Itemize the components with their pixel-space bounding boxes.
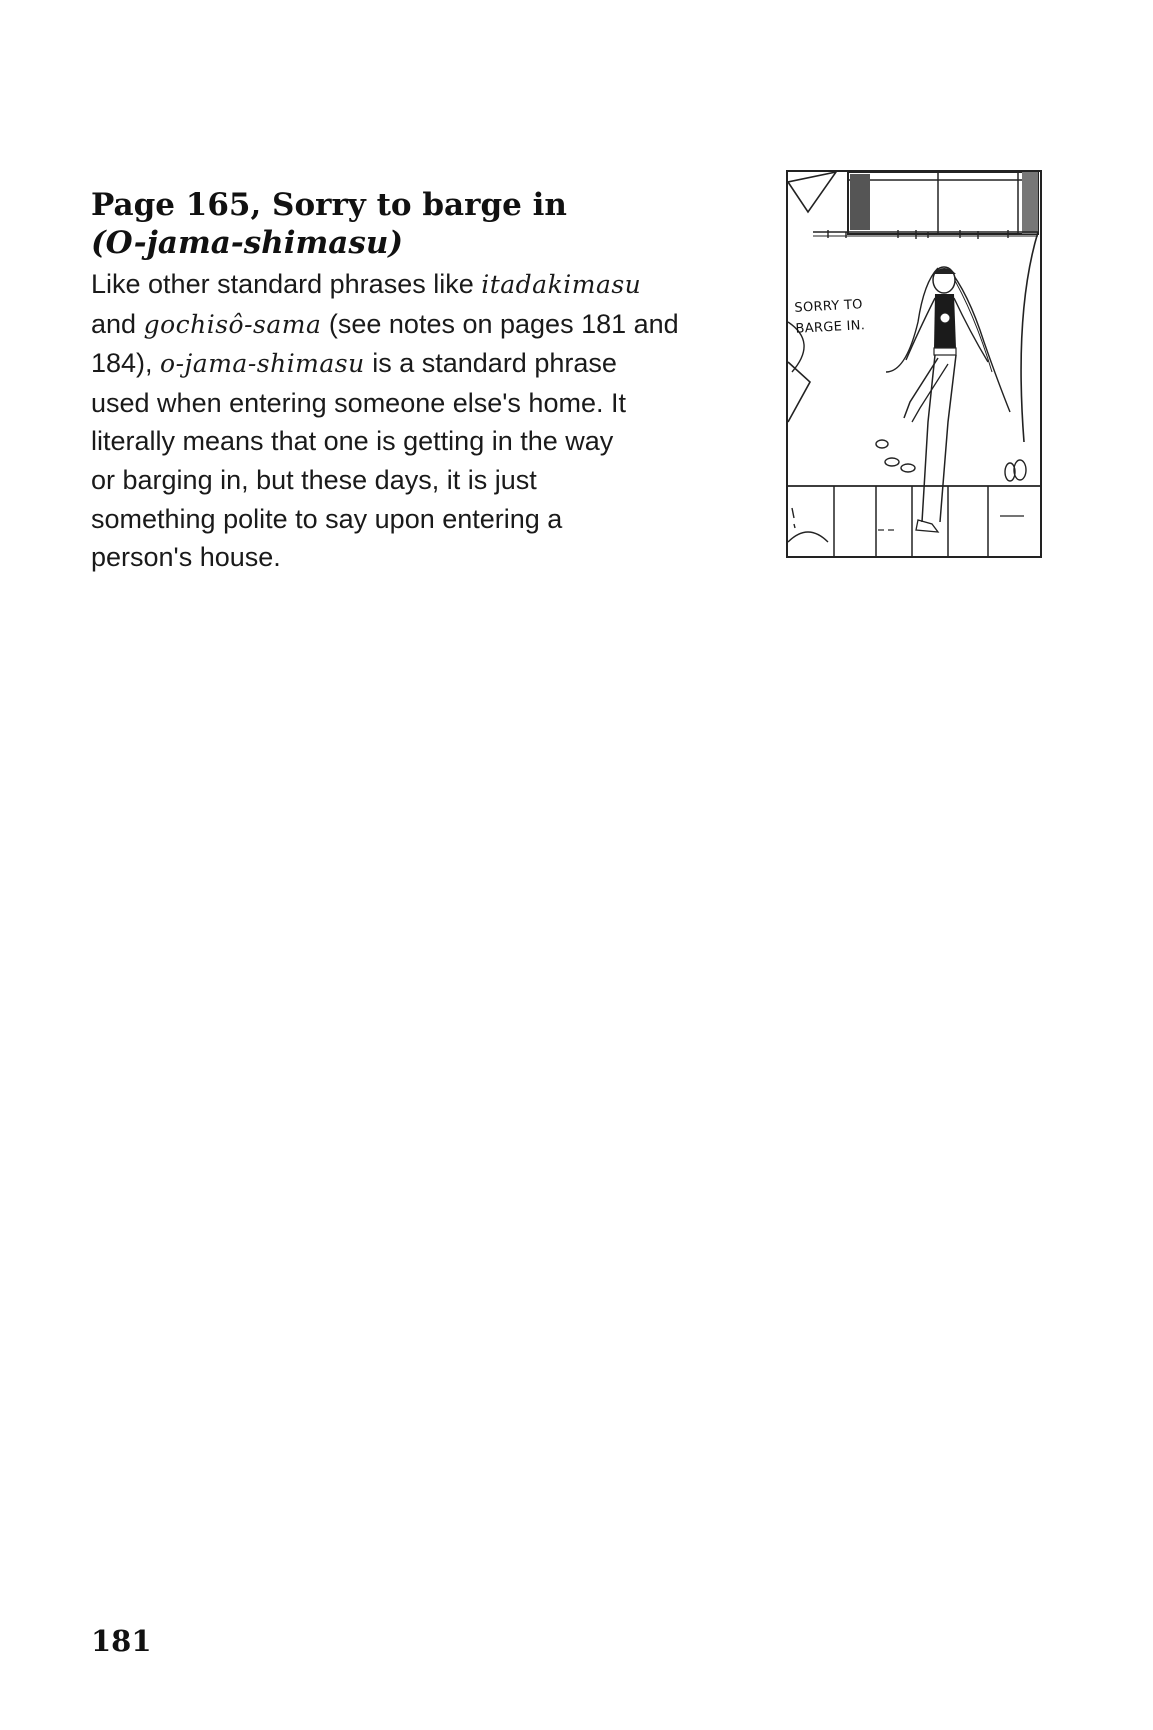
heading-title-line: Page 165, Sorry to barge in bbox=[91, 187, 567, 223]
manga-panel-illustration bbox=[786, 170, 1042, 558]
body-text: (see notes on pages 181 and bbox=[321, 308, 679, 339]
panel-caption-line-1: SORRY TO bbox=[794, 297, 864, 316]
body-text: Like other standard phrases like bbox=[91, 269, 482, 299]
term-o-jama-shimasu: o-jama-shimasu bbox=[160, 349, 365, 379]
panel-caption bbox=[794, 294, 866, 340]
body-text: is a standard phrase bbox=[364, 348, 617, 379]
body-line-6: or barging in, but these days, it is just bbox=[91, 464, 537, 495]
body-line-4: used when entering someone else's home. It bbox=[91, 387, 626, 418]
page-number: 181 bbox=[91, 1624, 152, 1658]
heading-term-line: (O-jama-shimasu) bbox=[91, 225, 404, 261]
body-line-8: person's house. bbox=[91, 542, 281, 573]
manga-illustration bbox=[788, 172, 1040, 556]
term-itadakimasu: itadakimasu bbox=[481, 270, 642, 299]
panel-caption-line-2: BARGE IN. bbox=[795, 318, 866, 337]
body-line-2 bbox=[91, 305, 751, 345]
note-body bbox=[91, 265, 751, 577]
body-line-3 bbox=[91, 344, 751, 384]
body-text: and bbox=[91, 308, 144, 339]
term-gochiso-sama: gochisô-sama bbox=[143, 309, 322, 339]
note-heading bbox=[91, 186, 731, 262]
body-line-7: something polite to say upon entering a bbox=[91, 503, 563, 534]
body-line-5: literally means that one is getting in the way bbox=[91, 426, 614, 457]
body-text: 184), bbox=[91, 348, 161, 379]
body-line-1 bbox=[91, 265, 751, 305]
